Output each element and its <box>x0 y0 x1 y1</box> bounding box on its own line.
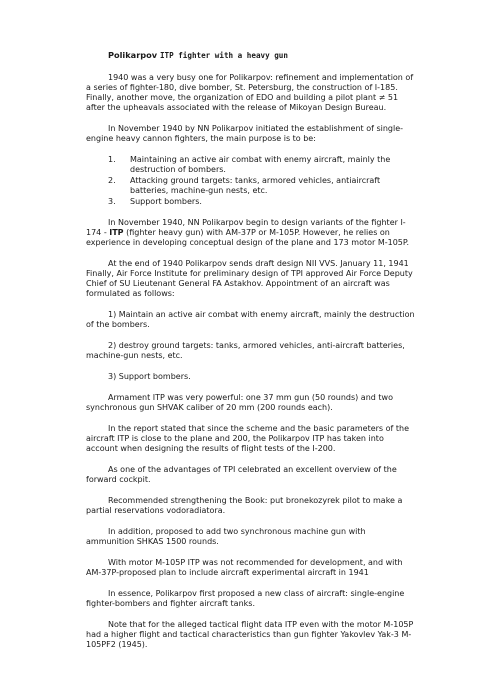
paragraph-4: 1) Maintain an active air combat with enemy aircraft, mainly the destruction of the bombers. <box>86 310 415 329</box>
paragraph-10: Recommended strengthening the Book: put bronekozyrek pilot to make a partial reservations vodoradiatora. <box>86 496 403 515</box>
list-text: Maintaining an active air combat with enemy aircraft, mainly the destruction of bombers. <box>130 155 391 174</box>
paragraph-9: As one of the advantages of TPI celebrated an excellent overview of the forward cockpit. <box>86 465 397 484</box>
list-number: 3. <box>108 197 116 206</box>
paragraph-3: At the end of 1940 Polikarpov sends draft design NII VVS. January 11, 1941 Finally, Air Force Institute for preliminary design of TPI approved Air Force Deputy Chief of SU Lieutenant General FA Astakhov. Appointment of an aircraft was formulated as follows: <box>86 259 413 298</box>
purpose-list <box>86 155 416 207</box>
paragraph-8: In the report stated that since the scheme and the basic parameters of the aircraft ITP is close to the plane and 200, the Polikarpov ITP has taken into account when designing the results of flight tests of the I-200. <box>86 424 410 453</box>
document-page <box>86 50 416 661</box>
list-number: 1. <box>108 155 116 164</box>
itp-text-after: (fighter heavy gun) with AM-37P or M-105P. However, he relies on experience in developing conceptual design of the plane and 173 motor M-105P. <box>86 228 410 247</box>
list-text: Attacking ground targets: tanks, armored vehicles, antiaircraft batteries, machine-gun nests, etc. <box>130 176 381 195</box>
list-item <box>108 176 416 196</box>
list-item <box>108 155 416 175</box>
paragraph-12: With motor M-105P ITP was not recommended for development, and with AM-37P-proposed plan to include aircraft experimental aircraft in 1941 <box>86 558 403 577</box>
paragraph-7: Armament ITP was very powerful: one 37 mm gun (50 rounds) and two synchronous gun SHVAK caliber of 20 mm (200 rounds each). <box>86 393 393 412</box>
title-bold: Polikarpov <box>108 50 158 60</box>
title-rest: ITP fighter with a heavy gun <box>159 51 288 60</box>
paragraph-1: 1940 was a very busy one for Polikarpov: refinement and implementation of a series of fighter-180, dive bomber, St. Petersburg, the construction of I-185. Finally, another move, the organization of EDO and building a pilot plant ≠ 51 after the upheavals associated with the release of Mikoyan Design Bureau. <box>86 73 414 112</box>
paragraph-14: Note that for the alleged tactical flight data ITP even with the motor M-105P had a higher flight and tactical characteristics than gun fighter Yakovlev Yak-3 M-105PF2 (1945). <box>86 620 414 649</box>
paragraph-6: 3) Support bombers. <box>108 372 191 381</box>
paragraph-13: In essence, Polikarpov first proposed a new class of aircraft: single-engine fighter-bombers and fighter aircraft tanks. <box>86 589 405 608</box>
list-item <box>108 197 416 207</box>
list-text: Support bombers. <box>130 197 202 206</box>
paragraph-5: 2) destroy ground targets: tanks, armored vehicles, anti-aircraft batteries, machine-gun nests, etc. <box>86 341 405 360</box>
list-number: 2. <box>108 176 116 185</box>
paragraph-2: In November 1940 by NN Polikarpov initiated the establishment of single-engine heavy cannon fighters, the main purpose is to be: <box>86 124 404 143</box>
itp-bold: ITP <box>109 228 124 237</box>
document-title <box>108 50 416 61</box>
paragraph-11: In addition, proposed to add two synchronous machine gun with ammunition SHKAS 1500 rounds. <box>86 527 366 546</box>
itp-text-before: In November 1940, NN Polikarpov begin to design variants of the fighter I-174 - <box>86 218 406 237</box>
paragraph-itp <box>86 218 416 248</box>
